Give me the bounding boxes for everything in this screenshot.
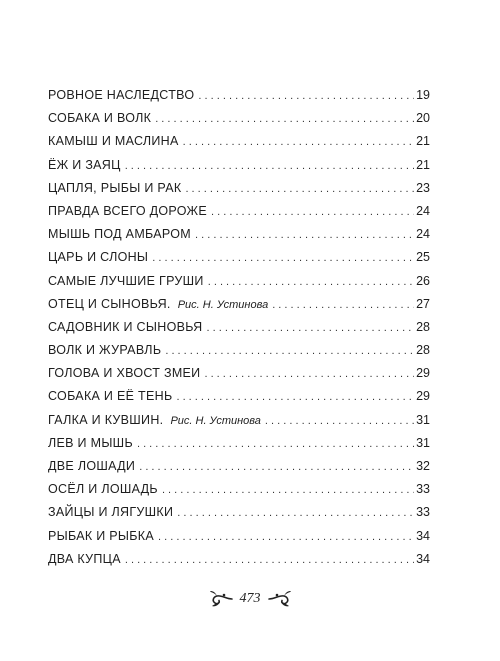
toc-title: СОБАКА И ЕЁ ТЕНЬ (48, 389, 173, 404)
page-footer (0, 589, 500, 609)
toc-entry[interactable] (48, 158, 430, 181)
illustrator-credit: Рис. Н. Устинова (177, 298, 269, 311)
toc-entry[interactable] (48, 297, 430, 320)
dot-leader (139, 461, 414, 473)
toc-title: СОБАКА И ВОЛК (48, 111, 152, 126)
toc-entry[interactable] (48, 204, 430, 227)
dot-leader (198, 90, 414, 102)
toc-title: САМЫЕ ЛУЧШИЕ ГРУШИ (48, 273, 204, 288)
toc-page-number: 34 (416, 528, 430, 543)
illustrator-credit: Рис. Н. Устинова (170, 414, 261, 427)
toc-page-number: 27 (416, 296, 430, 311)
toc-title: ДВЕ ЛОШАДИ (48, 459, 136, 473)
toc-page-number: 32 (416, 459, 430, 473)
toc-entry[interactable] (48, 552, 430, 575)
dot-leader (137, 438, 414, 450)
toc-title: ОСЁЛ И ЛОШАДЬ (48, 482, 158, 497)
toc-title: ЦАПЛЯ, РЫБЫ И РАК (48, 180, 182, 195)
toc-title: ОТЕЦ И СЫНОВЬЯ. (48, 296, 171, 311)
dot-leader (272, 299, 414, 311)
toc-page-number: 29 (416, 389, 430, 404)
toc-page-number: 33 (416, 505, 430, 520)
toc-page-number: 24 (416, 227, 430, 242)
toc-title: ВОЛК И ЖУРАВЛЬ (48, 343, 162, 358)
dot-leader (162, 484, 414, 496)
toc-title: ЛЕВ И МЫШЬ (48, 435, 133, 450)
dot-leader (204, 368, 414, 380)
toc-page-number: 20 (416, 111, 430, 126)
toc-entry[interactable] (48, 389, 430, 412)
toc-entry[interactable] (48, 482, 430, 505)
dot-leader (208, 276, 414, 288)
toc-page-number: 28 (416, 319, 430, 334)
dot-leader (152, 252, 414, 264)
dot-leader (125, 554, 414, 566)
toc-title: ЗАЙЦЫ И ЛЯГУШКИ (48, 505, 174, 520)
toc-page-number: 23 (416, 180, 430, 195)
dot-leader (183, 136, 414, 148)
toc-entry[interactable] (48, 459, 430, 482)
toc-entry[interactable] (48, 436, 430, 459)
dot-leader (125, 160, 414, 172)
floral-ornament-icon (267, 589, 293, 609)
floral-ornament-icon (208, 589, 234, 609)
toc-entry[interactable] (48, 529, 430, 552)
toc-title: РЫБАК И РЫБКА (48, 528, 155, 543)
dot-leader (176, 391, 414, 403)
toc-title: МЫШЬ ПОД АМБАРОМ (48, 227, 191, 242)
toc-page-number: 29 (416, 366, 430, 381)
dot-leader (195, 229, 414, 241)
dot-leader (265, 415, 414, 427)
toc-entry[interactable] (48, 227, 430, 250)
toc-entry[interactable] (48, 134, 430, 157)
toc-entry[interactable] (48, 181, 430, 204)
toc-title: ЁЖ И ЗАЯЦ (48, 157, 121, 172)
toc-title: ЦАРЬ И СЛОНЫ (48, 250, 149, 265)
toc-title: ДВА КУПЦА (48, 551, 121, 566)
toc-page-number: 19 (416, 88, 430, 102)
page-number: 473 (239, 591, 261, 606)
table-of-contents (48, 88, 430, 575)
toc-page-number: 25 (416, 250, 430, 265)
toc-entry[interactable] (48, 88, 430, 111)
toc-page-number: 21 (416, 134, 430, 149)
toc-title: САДОВНИК И СЫНОВЬЯ (48, 319, 203, 334)
toc-page-number: 28 (416, 343, 430, 358)
toc-entry[interactable] (48, 343, 430, 366)
toc-page-number: 24 (416, 203, 430, 218)
toc-page-number: 31 (416, 412, 430, 427)
toc-entry[interactable] (48, 111, 430, 134)
toc-page-number: 34 (416, 551, 430, 566)
dot-leader (177, 507, 414, 519)
toc-title: ПРАВДА ВСЕГО ДОРОЖЕ (48, 203, 207, 218)
toc-title: КАМЫШ И МАСЛИНА (48, 134, 179, 149)
toc-title: ГАЛКА И КУВШИН. (48, 412, 164, 427)
toc-entry[interactable] (48, 505, 430, 528)
toc-page-number: 21 (416, 157, 430, 172)
toc-entry[interactable] (48, 320, 430, 343)
dot-leader (207, 322, 415, 334)
toc-entry[interactable] (48, 250, 430, 273)
toc-page-number: 33 (416, 482, 430, 497)
toc-title: РОВНОЕ НАСЛЕДСТВО (48, 88, 195, 102)
toc-page-number: 31 (416, 435, 430, 450)
toc-entry[interactable] (48, 413, 430, 436)
dot-leader (155, 113, 414, 125)
toc-entry[interactable] (48, 274, 430, 297)
toc-title: ГОЛОВА И ХВОСТ ЗМЕИ (48, 366, 201, 381)
dot-leader (158, 531, 414, 543)
dot-leader (165, 345, 414, 357)
dot-leader (185, 183, 414, 195)
dot-leader (211, 206, 414, 218)
toc-page-number: 26 (416, 273, 430, 288)
toc-entry[interactable] (48, 366, 430, 389)
